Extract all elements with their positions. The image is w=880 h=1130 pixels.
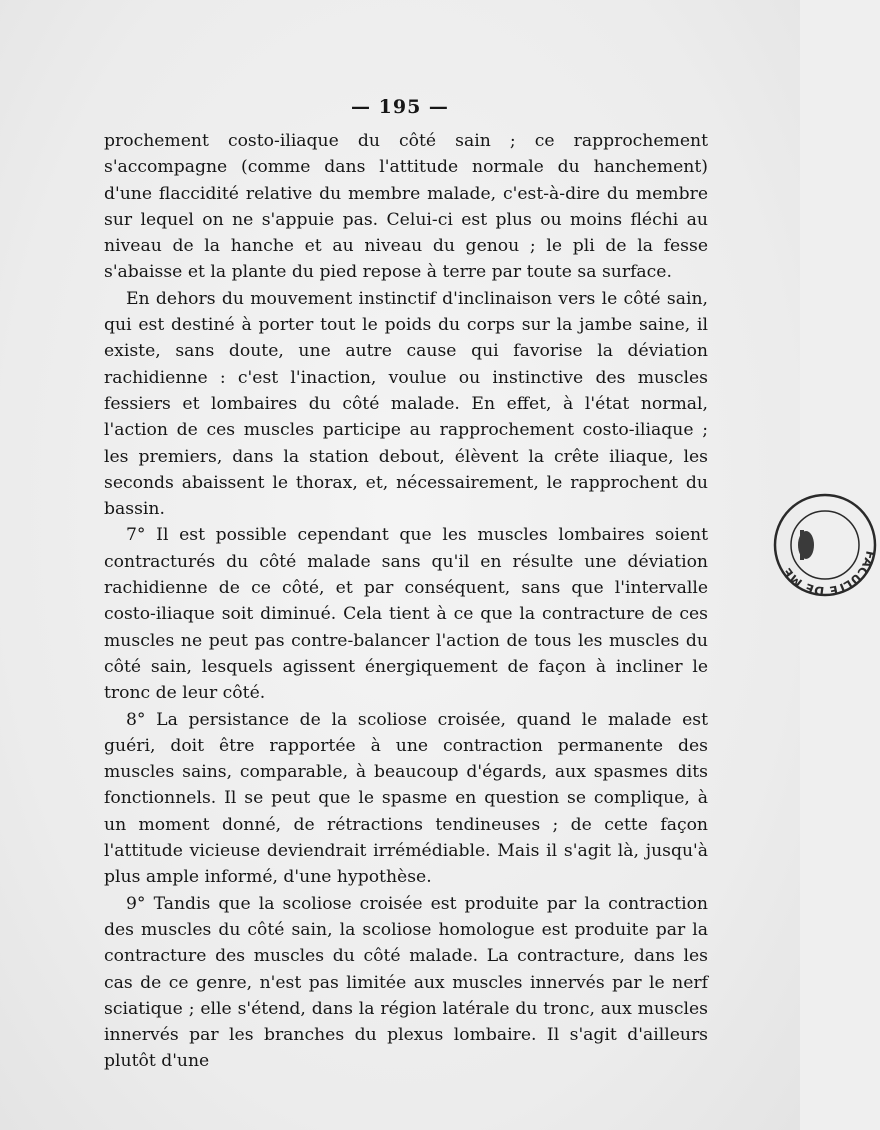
paragraph-4: 8° La persistance de la scoliose croisée, quand le malade est guéri, doit être rapportée à une contraction permanente des muscles sains, comparable, à beaucoup d'égards, aux spasmes dits fonctionnels. Il se peut que le spasme en question se complique, à un moment donné, de rétractions tendineuses ; de cette façon l'attitude vicieuse deviendrait irrémédiable. Mais il s'agit là, jusqu'à plus ample informé, d'une hypothèse. bbox=[104, 709, 708, 888]
paragraph-2: En dehors du mouvement instinctif d'inclinaison vers le côté sain, qui est destiné à porter tout le poids du corps sur la jambe saine, il existe, sans doute, une autre cause qui favorise la déviation rachidienne : c'est l'inaction, voulue ou instinctive des muscles fessiers et lombaires du côté malade. En effet, à l'état normal, l'action de ces muscles participe au rapprochement costo-iliaque ; les premiers, dans la station debout, élèvent la crête iliaque, les seconds abaissent le thorax, et, nécessairement, le rapprochent du bassin. bbox=[104, 288, 708, 520]
page-number: — 195 — bbox=[351, 96, 449, 118]
library-stamp bbox=[770, 490, 880, 600]
stamp-lettering: FACULTE DE ME bbox=[780, 549, 878, 599]
body-text bbox=[104, 128, 708, 1075]
stamp-emblem-icon bbox=[798, 530, 814, 560]
paragraph-3: 7° Il est possible cependant que les muscles lombaires soient contracturés du côté malade sans qu'il en résulte une déviation rachidienne de ce côté, et par conséquent, sans que l'intervalle costo-iliaque soit diminué. Cela tient à ce que la contracture de ces muscles ne peut pas contre-balancer l'action de tous les muscles du côté sain, lesquels agissent énergiquement de façon à incliner le tronc de leur côté. bbox=[104, 525, 708, 704]
paragraph-5: 9° Tandis que la scoliose croisée est produite par la contraction des muscles du côté sain, la scoliose homologue est produite par la contracture des muscles du côté malade. La contracture, dans les cas de ce genre, n'est pas limitée aux muscles innervés par le nerf sciatique ; elle s'étend, dans la région latérale du tronc, aux muscles innervés par les branches du plexus lombaire. Il s'agit d'ailleurs plutôt d'une bbox=[104, 893, 708, 1072]
paragraph-1: prochement costo-iliaque du côté sain ; ce rapprochement s'accompagne (comme dans l'attitude normale du hanchement) d'une flaccidité relative du membre malade, c'est-à-dire du membre sur lequel on ne s'appuie pas. Celui-ci est plus ou moins fléchi au niveau de la hanche et au niveau du genou ; le pli de la fesse s'abaisse et la plante du pied repose à terre par toute sa surface. bbox=[104, 131, 708, 283]
